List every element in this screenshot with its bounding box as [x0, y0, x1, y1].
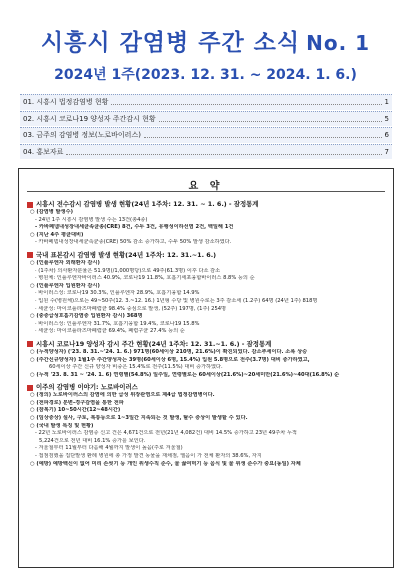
section-heading-text: 국내 표본감시 감염병 발생 현황(24년 1주차: 12. 31.~1. 6.): [36, 250, 217, 259]
toc-leader: [159, 116, 382, 122]
toc-item-label: 04. 홍보자료: [23, 147, 64, 156]
toc-item-page: 5: [384, 114, 389, 123]
summary-line: - 카바페넴내성장내세균속균종(CRE) 50% 감소 증가하고, 수두 50% 발생 감소하였다.: [35, 239, 232, 246]
summary-line: · 병원체: 인플루엔자바이러스 40.9%, 코로나19 11.8%, 호흡기세포융합바이러스 8.8% 등의 순: [35, 275, 255, 282]
summary-section: [27, 251, 385, 336]
summary-box: [18, 168, 394, 568]
summary-line: ○ (국내 발생 특징 및 현황): [30, 422, 94, 429]
summary-line: · 바이러스성: 코로나19 30.3%, 인플루엔자 28.9%, 호흡기융합 14.9%: [35, 290, 200, 297]
section-heading-text: 시흥시 전수감시 감염병 발생 현황(24년 1주차: 12. 31. ~ 1. 6.) - 잠정통계: [36, 200, 259, 208]
summary-line: ○ (감염병 발생수): [30, 209, 73, 215]
toc-leader: [66, 149, 381, 155]
summary-line: · 세균성: 마이코플라즈마폐렴균 69.4%, 폐렴구균 27.4% 등의 순: [35, 328, 185, 335]
summary-line: 60세이상 주간 신규 양성자 비중은 15.4%로 전주(11.5%) 대비 증가하였다.: [49, 364, 223, 371]
summary-line: · (1주차) 의사환자분율은 51.9명(/1,000명당)으로 49주(61.3명) 이후 다소 감소: [35, 267, 221, 274]
summary-section: [27, 383, 385, 468]
summary-line: - 22년 노로바이러스 감염증 신고 건은 4,671건으로 전년(21년 4,082건) 대비 14.5% 증가하고 23년 49주차 누적: [35, 430, 297, 437]
issue-number: No. 1: [306, 31, 371, 55]
summary-line: - 겨울철부터 11월부터 다음해 4월까지 발생이 높음(주로 겨울철): [35, 445, 183, 452]
section-heading: [27, 383, 385, 392]
section-heading: [27, 200, 385, 209]
summary-line: ○ (인플루엔자 입원환자 감시): [30, 282, 100, 289]
toc-leader: [111, 99, 381, 105]
square-bullet-icon: [27, 385, 33, 391]
toc-item-label: 02. 시흥시 코로나19 양성자 주간감시 현황: [23, 114, 156, 123]
newsletter-header: [0, 0, 411, 92]
summary-line: · 바이러스성: 인플루엔자 31.7%, 호흡기융합 19.4%, 코로나19 15.8%: [35, 320, 200, 327]
summary-line: ○ (지난 4주 평균대비): [30, 231, 84, 238]
table-of-contents: [20, 94, 392, 160]
section-heading: [27, 251, 385, 260]
summary-line: ○ (누적 '23. 8. 31 ~ '24. 1. 6) 연령별(54.8%) 일주일, 연령별로는 60세이상(21.6%)~20세미만(21.6%)~40대(16.8%) 순: [30, 371, 340, 378]
summary-line: ○ (정의) 노로바이러스의 감염에 의한 급성 위장관염으로 제4급 법정감염병이다.: [30, 392, 215, 399]
summary-line: ○ (예방) 예방백신이 없어 미리 손씻기 등 개인 위생수칙 준수, 물 끓여먹기 등 음식 및 물 위생 준수가 중요(동일) 자체: [30, 460, 301, 467]
toc-leader: [144, 132, 382, 138]
title-text: 시흥시 감염병 주간 소식: [40, 30, 301, 56]
toc-item-page: 6: [384, 131, 389, 140]
section-heading: [27, 340, 385, 349]
summary-line: - 24년 1주 시흥시 감염병 발생 수는 13건(총4종): [35, 216, 148, 223]
toc-item[interactable]: [20, 94, 392, 110]
section-heading-text: 이주의 감염병 이야기: 노로바이러스: [36, 383, 138, 392]
summary-line: · 세균성: 마이코플라즈마폐렴균 98.4% 중심으로 발생, (52주) 197명, (1주) 254명: [35, 305, 227, 312]
newsletter-title: [0, 24, 411, 57]
summary-title: 요 약: [188, 181, 224, 192]
toc-item[interactable]: [20, 127, 392, 143]
summary-divider: [27, 191, 385, 192]
toc-item-label: 01. 시흥시 법정감염병 현황: [23, 98, 109, 107]
toc-item-page: 1: [384, 98, 389, 107]
toc-item[interactable]: [20, 144, 392, 160]
square-bullet-icon: [27, 252, 33, 258]
issue-period: 2024년 1주(2023. 12. 31. ~ 2024. 1. 6.): [54, 67, 357, 83]
summary-line: 5,224건으로 전년 대비 16.1% 증가를 보인다.: [39, 437, 146, 444]
summary-section: [27, 200, 385, 247]
square-bullet-icon: [27, 202, 33, 208]
summary-content: [27, 196, 385, 468]
summary-line: ○ (전파경로) 분변-경구감염을 통한 전파: [30, 399, 124, 406]
square-bullet-icon: [27, 341, 33, 347]
summary-line: ○ (인플루엔자 외래환자 감시): [30, 259, 100, 266]
summary-line: ○ (임상증상) 설사, 구토, 복통등으로 1~3일간 지속되는 것 발생, 탈수 증상이 발생할 수 있다.: [30, 415, 248, 422]
summary-line: ○ (누적양성자) ('23. 8. 31.~'24. 1. 6.) 971명(60세이상 210명, 21.6%)이 확진되었다. 감소추세이다. 소폭 상승: [30, 348, 308, 355]
summary-line: ○ (중증급성호흡기감염증 입원환자 감시) 368명: [30, 313, 143, 320]
summary-line: ○ (주간신규양성자) 1월1주 주간양성자는 39명(60세이상 6명, 15.4%) 입원 5.8명으로 전주(3.7명) 대비 증가하였고,: [30, 356, 310, 363]
summary-line: ○ (잠복기) 10~50시간(12~48시간): [30, 407, 121, 414]
summary-line: - 접점검했을 집단발생 환례 병원에 총 가정 발견 동물을 재채점, 엘음이 가 전체 환자의 38.6%, 자지: [35, 453, 262, 460]
section-heading-text: 시흥시 코로나19 양성자 감시 주간 현황(24년 1주차: 12. 31.~1. 6.) - 잠정통계: [36, 339, 272, 348]
summary-line: - 카바페넴내성장내세균속균종(CRE) 8건, 수두 3건, 유행성이하선염 2건, 백일해 1건: [35, 224, 234, 231]
summary-section: [27, 340, 385, 379]
toc-item-page: 7: [384, 147, 389, 156]
toc-item[interactable]: [20, 111, 392, 127]
toc-item-label: 03. 금주의 감염병 정보(노로바이러스): [23, 131, 141, 140]
summary-line: · 입원 수(병원체)으로는 49~50주(12. 3.~12. 16.) 1년형 수당 및 병원수로는 3주 감소세 (1.2주) 64명 (24년 1주) 818명: [35, 297, 318, 304]
